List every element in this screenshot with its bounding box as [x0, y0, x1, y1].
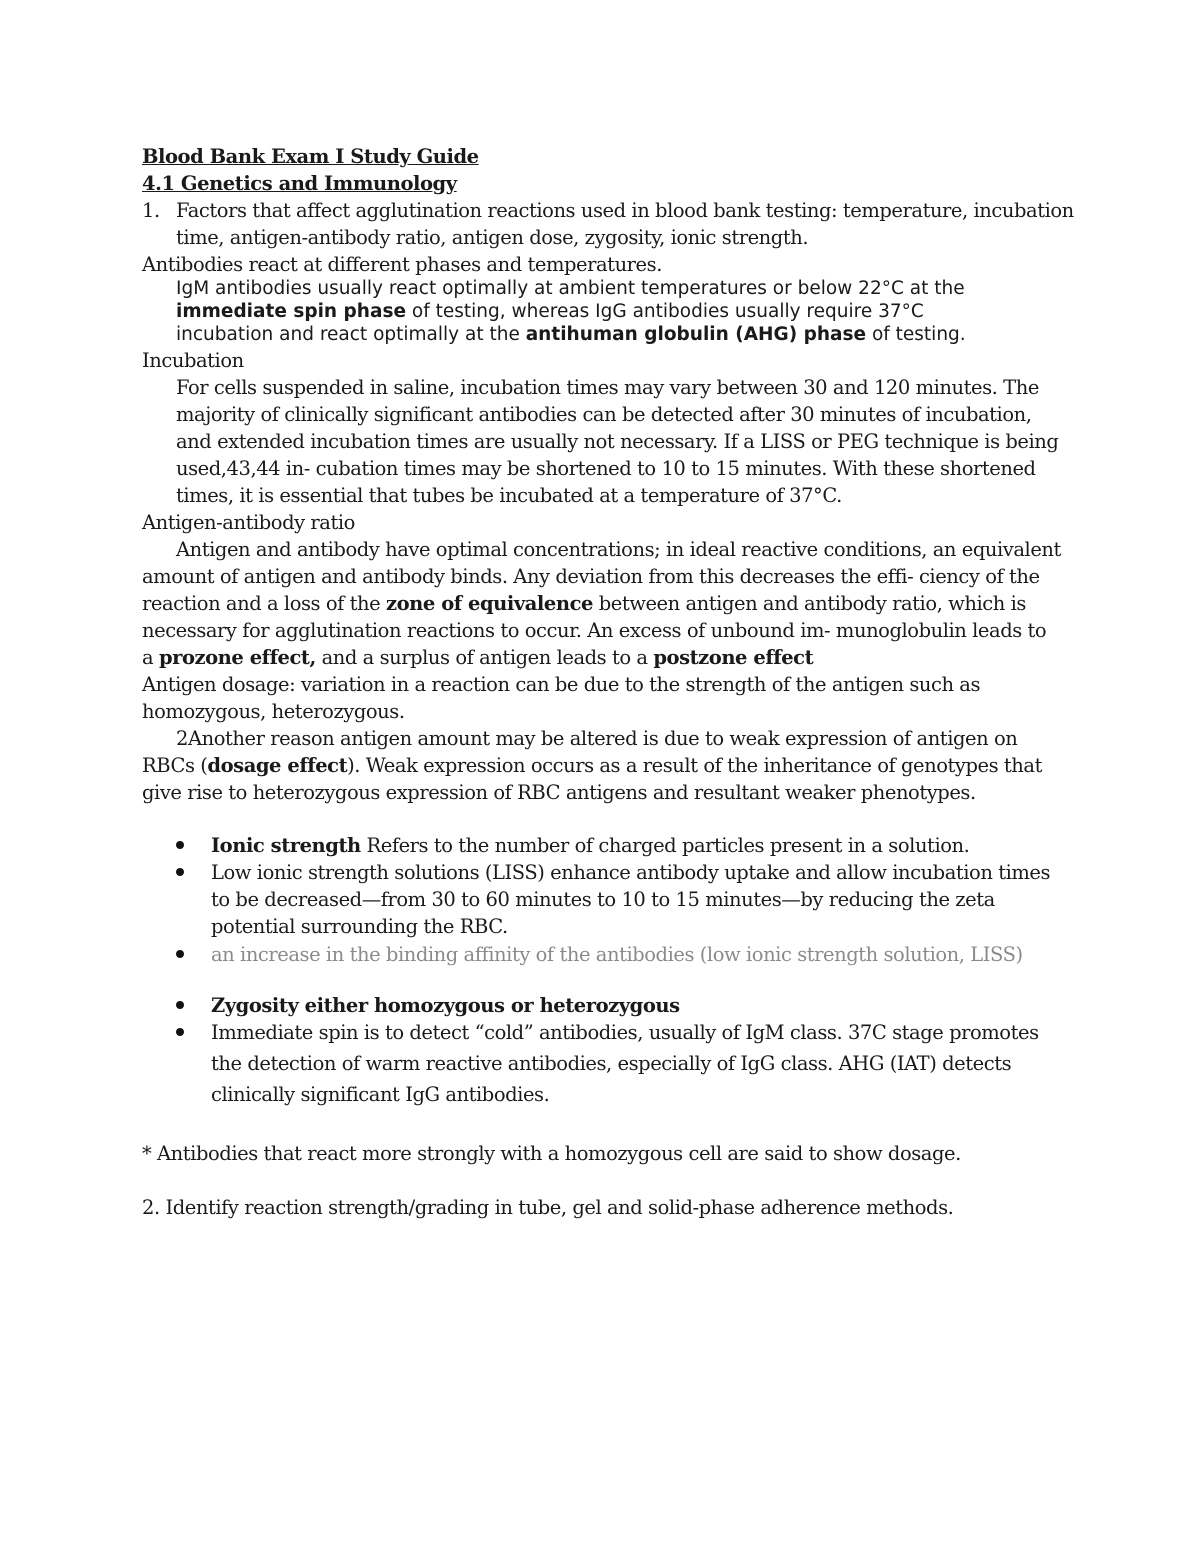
prozone-term: prozone effect,	[158, 646, 316, 669]
dosage-line: homozygous, heterozygous.	[142, 700, 405, 723]
bullet-liss-line: to be decreased—from 30 to 60 minutes to 10 to 15 minutes—by reducing the zeta	[211, 888, 995, 911]
dosage-line: Antigen dosage: variation in a reaction can be due to the strength of the antigen such as	[142, 673, 981, 696]
dosage-effect-term: dosage effect	[207, 754, 348, 777]
bullet-immediate-spin-line: clinically significant IgG antibodies.	[211, 1083, 550, 1106]
temperature-paragraph-line: immediate spin phase of testing, whereas IgG antibodies usually require 37°C	[176, 301, 924, 322]
ratio-line: necessary for agglutination reactions to occur. An excess of unbound im- munoglobulin leads to	[142, 619, 1047, 642]
ahg-phase-term: antihuman globulin (AHG) phase	[525, 324, 867, 345]
bullet-ionic-strength: Ionic strength Refers to the number of charged particles present in a solution.	[211, 834, 970, 857]
incubation-heading: Incubation	[142, 349, 244, 372]
immediate-spin-term: immediate spin phase	[176, 301, 407, 322]
incubation-line: majority of clinically significant antibodies can be detected after 30 minutes of incubation,	[176, 403, 1032, 426]
incubation-line: times, it is essential that tubes be incubated at a temperature of 37°C.	[176, 484, 842, 507]
ratio-heading: Antigen-antibody ratio	[142, 511, 355, 534]
bullet-immediate-spin-line: Immediate spin is to detect “cold” antibodies, usually of IgM class. 37C stage promotes	[211, 1021, 1039, 1044]
dosage-note: * Antibodies that react more strongly with a homozygous cell are said to show dosage.	[142, 1142, 961, 1165]
dosage-line: RBCs (dosage effect). Weak expression occurs as a result of the inheritance of genotypes that	[142, 754, 1042, 777]
bullet-dot	[176, 841, 184, 849]
section-heading: 4.1 Genetics and Immunology	[142, 172, 457, 195]
dosage-line: 2Another reason antigen amount may be altered is due to weak expression of antigen on	[176, 727, 1018, 750]
postzone-term: postzone effect	[653, 646, 814, 669]
ratio-line: reaction and a loss of the zone of equivalence between antigen and antibody ratio, which is	[142, 592, 1026, 615]
bullet-dot	[176, 1001, 184, 1009]
item-1-line: time, antigen-antibody ratio, antigen dose, zygosity, ionic strength.	[176, 226, 809, 249]
zone-of-equivalence-term: zone of equivalence	[386, 592, 593, 615]
incubation-line: and extended incubation times are usually not necessary. If a LISS or PEG technique is being	[176, 430, 1059, 453]
ratio-line: Antigen and antibody have optimal concentrations; in ideal reactive conditions, an equivalent	[176, 538, 1061, 561]
bullet-dot	[176, 950, 184, 958]
bullet-immediate-spin-line: the detection of warm reactive antibodies, especially of IgG class. AHG (IAT) detects	[211, 1052, 1012, 1075]
temperature-paragraph-line: IgM antibodies usually react optimally at ambient temperatures or below 22°C at the	[176, 278, 965, 299]
bullet-liss-line: potential surrounding the RBC.	[211, 915, 508, 938]
item-1-line: Factors that affect agglutination reactions used in blood bank testing: temperature, incubation	[176, 199, 1074, 222]
incubation-line: used,43,44 in- cubation times may be shortened to 10 to 15 minutes. With these shortened	[176, 457, 1036, 480]
bullet-dot	[176, 1028, 184, 1036]
item-1-number: 1.	[142, 199, 160, 222]
bullet-liss-line: Low ionic strength solutions (LISS) enhance antibody uptake and allow incubation times	[211, 861, 1051, 884]
ratio-line: a prozone effect, and a surplus of antigen leads to a postzone effect	[142, 646, 814, 669]
incubation-line: For cells suspended in saline, incubation times may vary between 30 and 120 minutes. The	[176, 376, 1039, 399]
item-2: 2. Identify reaction strength/grading in tube, gel and solid-phase adherence methods.	[142, 1196, 954, 1219]
bullet-binding-affinity: an increase in the binding affinity of the antibodies (low ionic strength solution, LISS)	[211, 943, 1023, 966]
bullet-zygosity: Zygosity either homozygous or heterozygous	[211, 994, 680, 1017]
ratio-line: amount of antigen and antibody binds. Any deviation from this decreases the effi- ciency of the	[142, 565, 1040, 588]
dosage-line: give rise to heterozygous expression of RBC antigens and resultant weaker phenotypes.	[142, 781, 976, 804]
bullet-dot	[176, 868, 184, 876]
temperature-paragraph-line: incubation and react optimally at the antihuman globulin (AHG) phase of testing.	[176, 324, 966, 345]
temperature-heading: Antibodies react at different phases and temperatures.	[142, 253, 662, 276]
document-title: Blood Bank Exam I Study Guide	[142, 145, 479, 168]
